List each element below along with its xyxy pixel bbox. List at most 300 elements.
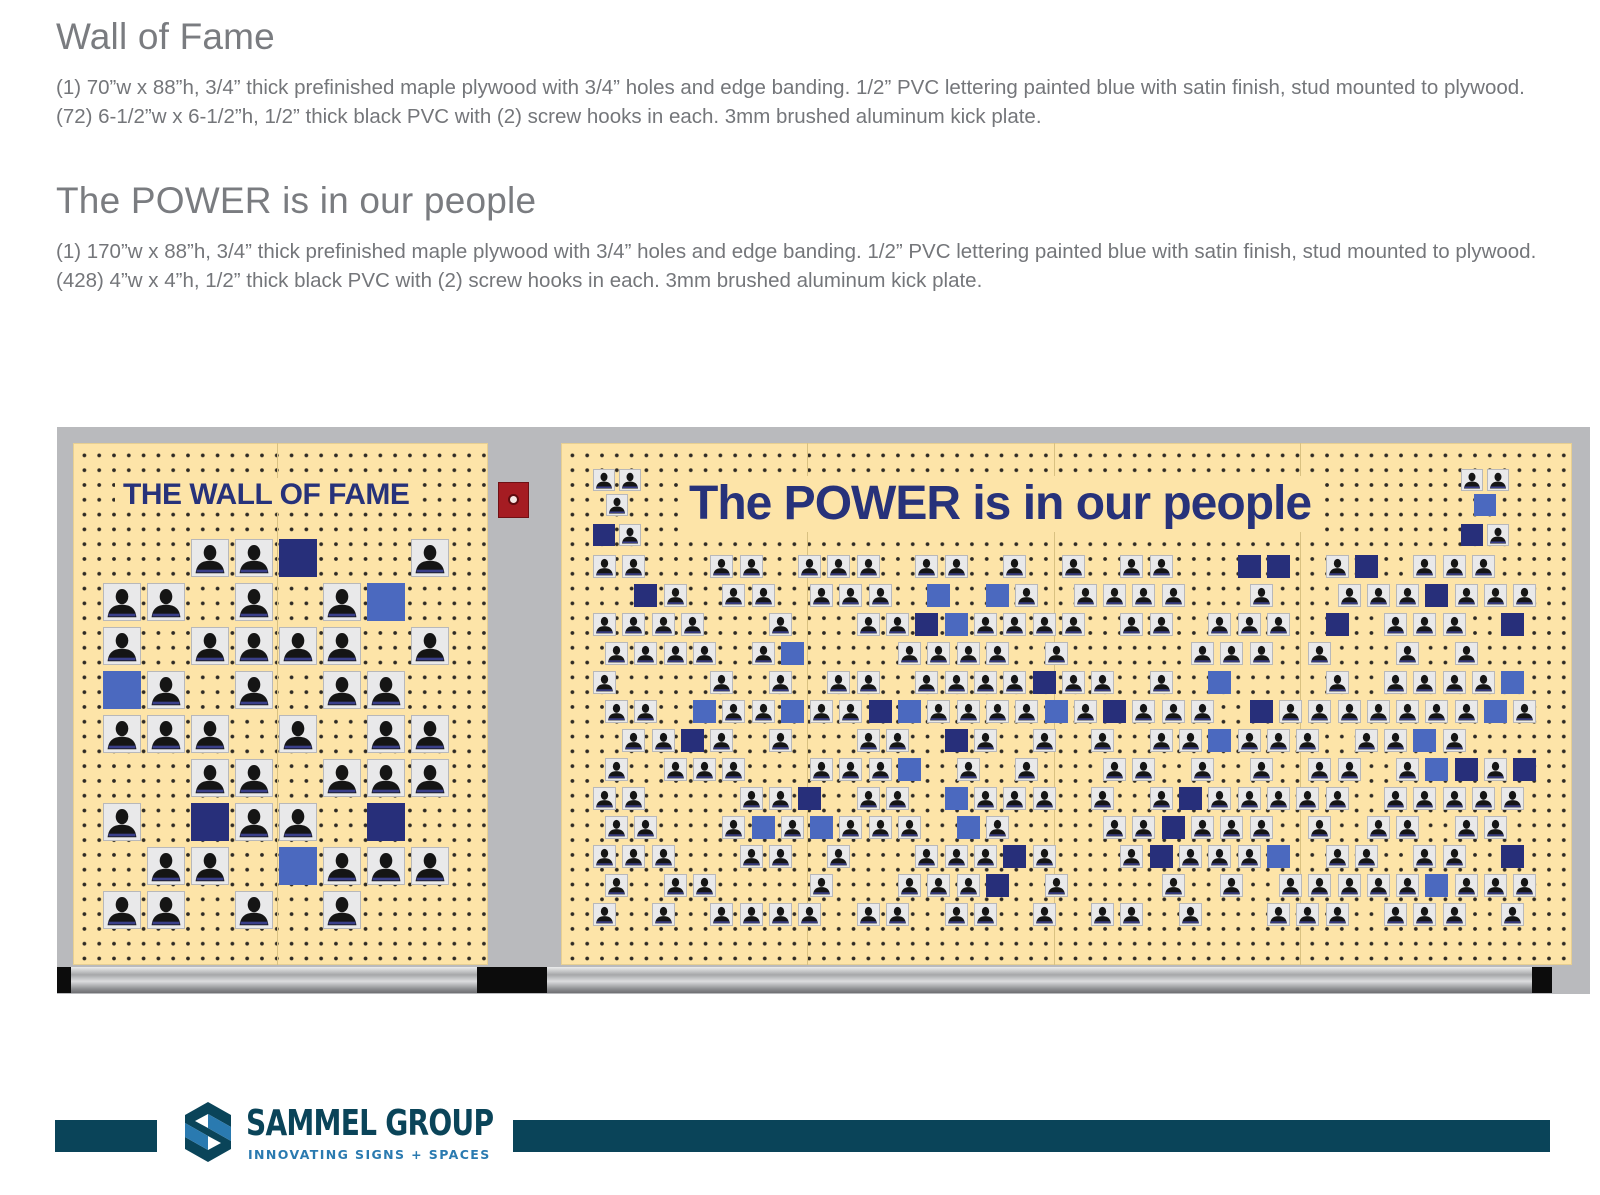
employee-photo-tile bbox=[1484, 584, 1507, 607]
employee-photo-tile bbox=[593, 903, 616, 926]
employee-photo-tile bbox=[1396, 874, 1419, 897]
employee-photo-tile bbox=[1250, 642, 1273, 665]
employee-photo-tile bbox=[191, 627, 229, 665]
employee-photo-tile bbox=[1208, 613, 1231, 636]
employee-photo-tile bbox=[1238, 787, 1261, 810]
light-blue-tile bbox=[957, 816, 980, 839]
employee-photo-tile bbox=[1132, 700, 1155, 723]
employee-photo-tile bbox=[1443, 613, 1466, 636]
employee-photo-tile bbox=[945, 845, 968, 868]
employee-photo-tile bbox=[957, 700, 980, 723]
employee-photo-tile bbox=[1443, 845, 1466, 868]
employee-photo-tile bbox=[886, 729, 909, 752]
employee-photo-tile bbox=[1267, 787, 1290, 810]
employee-photo-tile bbox=[1308, 700, 1331, 723]
employee-photo-tile bbox=[1308, 816, 1331, 839]
employee-photo-tile bbox=[827, 845, 850, 868]
employee-photo-tile bbox=[1179, 903, 1202, 926]
employee-photo-tile bbox=[1326, 555, 1349, 578]
employee-photo-tile bbox=[769, 671, 792, 694]
employee-photo-tile bbox=[1472, 555, 1495, 578]
employee-photo-tile bbox=[1103, 758, 1126, 781]
employee-photo-tile bbox=[839, 584, 862, 607]
employee-photo-tile bbox=[1338, 874, 1361, 897]
employee-photo-tile bbox=[593, 469, 615, 491]
employee-photo-tile bbox=[1033, 845, 1056, 868]
employee-photo-tile bbox=[323, 627, 361, 665]
employee-photo-tile bbox=[235, 759, 273, 797]
dark-blue-tile bbox=[1455, 758, 1478, 781]
employee-photo-tile bbox=[1308, 642, 1331, 665]
employee-photo-tile bbox=[103, 583, 141, 621]
employee-photo-tile bbox=[235, 671, 273, 709]
employee-photo-tile bbox=[593, 845, 616, 868]
dark-blue-tile bbox=[945, 729, 968, 752]
employee-photo-tile bbox=[752, 642, 775, 665]
employee-photo-tile bbox=[1396, 642, 1419, 665]
employee-photo-tile bbox=[1413, 555, 1436, 578]
light-blue-tile bbox=[945, 613, 968, 636]
employee-photo-tile bbox=[191, 759, 229, 797]
employee-photo-tile bbox=[1501, 903, 1524, 926]
dark-blue-tile bbox=[915, 613, 938, 636]
employee-photo-tile bbox=[1308, 758, 1331, 781]
light-blue-tile bbox=[1413, 729, 1436, 752]
fire-alarm-strobe-icon bbox=[498, 482, 529, 518]
employee-photo-tile bbox=[1074, 700, 1097, 723]
employee-photo-tile bbox=[1513, 584, 1536, 607]
employee-photo-tile bbox=[1062, 671, 1085, 694]
employee-photo-tile bbox=[752, 700, 775, 723]
employee-photo-tile bbox=[1338, 700, 1361, 723]
employee-photo-tile bbox=[279, 715, 317, 753]
employee-photo-tile bbox=[411, 715, 449, 753]
employee-photo-tile bbox=[1015, 584, 1038, 607]
light-blue-tile bbox=[781, 642, 804, 665]
footer-bar-left bbox=[55, 1120, 157, 1152]
employee-photo-tile bbox=[1003, 787, 1026, 810]
employee-photo-tile bbox=[1487, 524, 1509, 546]
employee-photo-tile bbox=[839, 700, 862, 723]
employee-photo-tile bbox=[693, 874, 716, 897]
employee-photo-tile bbox=[945, 671, 968, 694]
light-blue-tile bbox=[752, 816, 775, 839]
employee-photo-tile bbox=[1191, 642, 1214, 665]
employee-photo-tile bbox=[781, 816, 804, 839]
employee-photo-tile bbox=[235, 583, 273, 621]
employee-photo-tile bbox=[1179, 729, 1202, 752]
employee-photo-tile bbox=[1355, 845, 1378, 868]
employee-photo-tile bbox=[1120, 613, 1143, 636]
power-people-sign: The POWER is in our people bbox=[681, 476, 1319, 532]
employee-photo-tile bbox=[279, 627, 317, 665]
employee-photo-tile bbox=[974, 903, 997, 926]
employee-photo-tile bbox=[974, 613, 997, 636]
employee-photo-tile bbox=[957, 758, 980, 781]
employee-photo-tile bbox=[869, 758, 892, 781]
employee-photo-tile bbox=[622, 845, 645, 868]
employee-photo-tile bbox=[1279, 700, 1302, 723]
dark-blue-tile bbox=[1238, 555, 1261, 578]
employee-photo-tile bbox=[1103, 584, 1126, 607]
employee-photo-tile bbox=[1015, 700, 1038, 723]
employee-photo-tile bbox=[1150, 787, 1173, 810]
employee-photo-tile bbox=[986, 700, 1009, 723]
employee-photo-tile bbox=[945, 903, 968, 926]
employee-photo-tile bbox=[1132, 758, 1155, 781]
employee-photo-tile bbox=[367, 759, 405, 797]
employee-photo-tile bbox=[664, 758, 687, 781]
employee-photo-tile bbox=[1033, 613, 1056, 636]
employee-photo-tile bbox=[752, 584, 775, 607]
employee-photo-tile bbox=[957, 874, 980, 897]
employee-photo-tile bbox=[605, 874, 628, 897]
employee-photo-tile bbox=[1367, 584, 1390, 607]
employee-photo-tile bbox=[1384, 903, 1407, 926]
light-blue-tile bbox=[1208, 671, 1231, 694]
employee-photo-tile bbox=[693, 758, 716, 781]
section-description-wall-of-fame: (1) 70”w x 88”h, 3/4” thick prefinished maple plywood with 3/4” holes and edge banding. 1/2” PVC lettering painted blue with satin finish, stud mounted to plywood. (72) 6-1/2”w x 6-1/2”h, 1/2” thick black PVC with (2) screw hooks in each. 3mm brushed aluminum kick plate. bbox=[56, 76, 1525, 128]
employee-photo-tile bbox=[886, 903, 909, 926]
employee-photo-tile bbox=[1103, 816, 1126, 839]
employee-photo-tile bbox=[622, 787, 645, 810]
light-blue-tile bbox=[1267, 845, 1290, 868]
kick-plate-gap bbox=[477, 967, 547, 993]
employee-photo-tile bbox=[810, 874, 833, 897]
employee-photo-tile bbox=[1062, 555, 1085, 578]
employee-photo-tile bbox=[857, 903, 880, 926]
employee-photo-tile bbox=[1120, 845, 1143, 868]
employee-photo-tile bbox=[1120, 555, 1143, 578]
employee-photo-tile bbox=[986, 642, 1009, 665]
employee-photo-tile bbox=[593, 787, 616, 810]
employee-photo-tile bbox=[915, 671, 938, 694]
employee-photo-tile bbox=[1132, 584, 1155, 607]
employee-photo-tile bbox=[722, 584, 745, 607]
employee-photo-tile bbox=[1384, 671, 1407, 694]
employee-photo-tile bbox=[664, 584, 687, 607]
employee-photo-tile bbox=[915, 845, 938, 868]
employee-photo-tile bbox=[652, 613, 675, 636]
employee-photo-tile bbox=[769, 787, 792, 810]
employee-photo-tile bbox=[957, 642, 980, 665]
light-blue-tile bbox=[986, 584, 1009, 607]
dark-blue-tile bbox=[1425, 584, 1448, 607]
employee-photo-tile bbox=[1413, 845, 1436, 868]
employee-photo-tile bbox=[147, 671, 185, 709]
employee-photo-tile bbox=[1455, 700, 1478, 723]
employee-photo-tile bbox=[323, 671, 361, 709]
employee-photo-tile bbox=[1120, 903, 1143, 926]
employee-photo-tile bbox=[1455, 816, 1478, 839]
employee-photo-tile bbox=[1091, 787, 1114, 810]
employee-photo-tile bbox=[103, 627, 141, 665]
dark-blue-tile bbox=[1162, 816, 1185, 839]
employee-photo-tile bbox=[1443, 903, 1466, 926]
employee-photo-tile bbox=[898, 874, 921, 897]
wall-of-fame-sign: THE WALL OF FAME bbox=[115, 478, 417, 512]
employee-photo-tile bbox=[1396, 700, 1419, 723]
employee-photo-tile bbox=[664, 874, 687, 897]
employee-photo-tile bbox=[605, 642, 628, 665]
dark-blue-tile bbox=[1103, 700, 1126, 723]
employee-photo-tile bbox=[411, 627, 449, 665]
employee-photo-tile bbox=[593, 555, 616, 578]
employee-photo-tile bbox=[191, 847, 229, 885]
light-blue-tile bbox=[1484, 700, 1507, 723]
employee-photo-tile bbox=[810, 758, 833, 781]
employee-photo-tile bbox=[839, 816, 862, 839]
employee-photo-tile bbox=[235, 539, 273, 577]
section-description-power-wall: (1) 170”w x 88”h, 3/4” thick prefinished maple plywood with 3/4” holes and edge banding. 1/2” PVC lettering painted blue with satin finish, stud mounted to plywood. (428) 4”w x 4”h, 1/2” thick black PVC with (2) screw hooks in each. 3mm brushed aluminum kick plate. bbox=[56, 240, 1537, 292]
employee-photo-tile bbox=[1425, 700, 1448, 723]
employee-photo-tile bbox=[869, 584, 892, 607]
employee-photo-tile bbox=[367, 847, 405, 885]
light-blue-tile bbox=[898, 758, 921, 781]
employee-photo-tile bbox=[622, 555, 645, 578]
dark-blue-tile bbox=[869, 700, 892, 723]
employee-photo-tile bbox=[411, 539, 449, 577]
light-blue-tile bbox=[781, 700, 804, 723]
employee-photo-tile bbox=[1487, 469, 1509, 491]
employee-photo-tile bbox=[103, 803, 141, 841]
dark-blue-tile bbox=[1150, 845, 1173, 868]
dark-blue-tile bbox=[1250, 700, 1273, 723]
employee-photo-tile bbox=[1455, 584, 1478, 607]
dark-blue-tile bbox=[191, 803, 229, 841]
employee-photo-tile bbox=[974, 729, 997, 752]
light-blue-tile bbox=[279, 847, 317, 885]
employee-photo-tile bbox=[147, 583, 185, 621]
light-blue-tile bbox=[1425, 874, 1448, 897]
employee-photo-tile bbox=[857, 613, 880, 636]
employee-photo-tile bbox=[898, 816, 921, 839]
employee-photo-tile bbox=[147, 715, 185, 753]
wall-rendering bbox=[57, 427, 1590, 994]
employee-photo-tile bbox=[1443, 787, 1466, 810]
employee-photo-tile bbox=[411, 847, 449, 885]
employee-photo-tile bbox=[722, 816, 745, 839]
dark-blue-tile bbox=[986, 874, 1009, 897]
employee-photo-tile bbox=[103, 891, 141, 929]
employee-photo-tile bbox=[235, 803, 273, 841]
employee-photo-tile bbox=[1033, 903, 1056, 926]
employee-photo-tile bbox=[323, 847, 361, 885]
employee-photo-tile bbox=[974, 671, 997, 694]
kick-plate-gap bbox=[1532, 967, 1552, 993]
employee-photo-tile bbox=[927, 700, 950, 723]
employee-photo-tile bbox=[798, 555, 821, 578]
dark-blue-tile bbox=[1267, 555, 1290, 578]
employee-photo-tile bbox=[1396, 816, 1419, 839]
employee-photo-tile bbox=[1484, 758, 1507, 781]
employee-photo-tile bbox=[1045, 642, 1068, 665]
employee-photo-tile bbox=[986, 816, 1009, 839]
employee-photo-tile bbox=[1308, 874, 1331, 897]
employee-photo-tile bbox=[681, 613, 704, 636]
employee-photo-tile bbox=[1367, 700, 1390, 723]
dark-blue-tile bbox=[1003, 845, 1026, 868]
section-title-wall-of-fame: Wall of Fame bbox=[56, 16, 275, 57]
employee-photo-tile bbox=[740, 555, 763, 578]
light-blue-tile bbox=[810, 816, 833, 839]
employee-photo-tile bbox=[869, 816, 892, 839]
employee-photo-tile bbox=[769, 903, 792, 926]
employee-photo-tile bbox=[1326, 845, 1349, 868]
employee-photo-tile bbox=[974, 845, 997, 868]
employee-photo-tile bbox=[1296, 787, 1319, 810]
employee-photo-tile bbox=[1003, 613, 1026, 636]
employee-photo-tile bbox=[1162, 584, 1185, 607]
dark-blue-tile bbox=[681, 729, 704, 752]
employee-photo-tile bbox=[1220, 874, 1243, 897]
employee-photo-tile bbox=[857, 729, 880, 752]
employee-photo-tile bbox=[1413, 671, 1436, 694]
employee-photo-tile bbox=[606, 494, 628, 516]
dark-blue-tile bbox=[1326, 613, 1349, 636]
employee-photo-tile bbox=[1338, 758, 1361, 781]
light-blue-tile bbox=[1474, 494, 1496, 516]
employee-photo-tile bbox=[1472, 671, 1495, 694]
employee-photo-tile bbox=[1338, 584, 1361, 607]
employee-photo-tile bbox=[1413, 787, 1436, 810]
employee-photo-tile bbox=[1267, 903, 1290, 926]
employee-photo-tile bbox=[593, 613, 616, 636]
employee-photo-tile bbox=[652, 845, 675, 868]
employee-photo-tile bbox=[798, 903, 821, 926]
employee-photo-tile bbox=[1413, 613, 1436, 636]
employee-photo-tile bbox=[1384, 729, 1407, 752]
employee-photo-tile bbox=[1296, 903, 1319, 926]
employee-photo-tile bbox=[367, 671, 405, 709]
dark-blue-tile bbox=[1501, 845, 1524, 868]
employee-photo-tile bbox=[1443, 671, 1466, 694]
employee-photo-tile bbox=[810, 700, 833, 723]
light-blue-tile bbox=[1425, 758, 1448, 781]
employee-photo-tile bbox=[1413, 903, 1436, 926]
employee-photo-tile bbox=[605, 700, 628, 723]
employee-photo-tile bbox=[1220, 642, 1243, 665]
employee-photo-tile bbox=[605, 816, 628, 839]
employee-photo-tile bbox=[1150, 729, 1173, 752]
employee-photo-tile bbox=[974, 787, 997, 810]
employee-photo-tile bbox=[710, 555, 733, 578]
employee-photo-tile bbox=[1367, 874, 1390, 897]
employee-photo-tile bbox=[1443, 555, 1466, 578]
employee-photo-tile bbox=[857, 787, 880, 810]
employee-photo-tile bbox=[1461, 469, 1483, 491]
employee-photo-tile bbox=[722, 700, 745, 723]
employee-photo-tile bbox=[1484, 874, 1507, 897]
employee-photo-tile bbox=[1162, 700, 1185, 723]
employee-photo-tile bbox=[1326, 671, 1349, 694]
employee-photo-tile bbox=[235, 891, 273, 929]
employee-photo-tile bbox=[147, 891, 185, 929]
employee-photo-tile bbox=[1455, 874, 1478, 897]
employee-photo-tile bbox=[1091, 671, 1114, 694]
employee-photo-tile bbox=[323, 583, 361, 621]
light-blue-tile bbox=[898, 700, 921, 723]
section-title-power-wall: The POWER is in our people bbox=[56, 180, 537, 221]
employee-photo-tile bbox=[367, 715, 405, 753]
dark-blue-tile bbox=[279, 539, 317, 577]
employee-photo-tile bbox=[652, 729, 675, 752]
sammel-s-logo-icon bbox=[183, 1100, 233, 1164]
employee-photo-tile bbox=[593, 671, 616, 694]
employee-photo-tile bbox=[1250, 816, 1273, 839]
employee-photo-tile bbox=[323, 759, 361, 797]
employee-photo-tile bbox=[1250, 584, 1273, 607]
employee-photo-tile bbox=[1062, 613, 1085, 636]
employee-photo-tile bbox=[722, 758, 745, 781]
employee-photo-tile bbox=[693, 642, 716, 665]
wall-of-fame-board bbox=[73, 443, 488, 965]
employee-photo-tile bbox=[1132, 816, 1155, 839]
employee-photo-tile bbox=[1179, 845, 1202, 868]
kick-plate-gap bbox=[57, 967, 71, 993]
employee-photo-tile bbox=[634, 700, 657, 723]
employee-photo-tile bbox=[1074, 584, 1097, 607]
employee-photo-tile bbox=[1472, 787, 1495, 810]
employee-photo-tile bbox=[1513, 874, 1536, 897]
light-blue-tile bbox=[693, 700, 716, 723]
employee-photo-tile bbox=[769, 729, 792, 752]
employee-photo-tile bbox=[1220, 816, 1243, 839]
light-blue-tile bbox=[927, 584, 950, 607]
dark-blue-tile bbox=[798, 787, 821, 810]
employee-photo-tile bbox=[622, 613, 645, 636]
footer-bar-right bbox=[513, 1120, 1550, 1152]
employee-photo-tile bbox=[235, 627, 273, 665]
dark-blue-tile bbox=[1461, 524, 1483, 546]
employee-photo-tile bbox=[147, 847, 185, 885]
employee-photo-tile bbox=[740, 903, 763, 926]
employee-photo-tile bbox=[1250, 758, 1273, 781]
employee-photo-tile bbox=[827, 555, 850, 578]
employee-photo-tile bbox=[710, 729, 733, 752]
employee-photo-tile bbox=[1091, 729, 1114, 752]
dark-blue-tile bbox=[593, 524, 615, 546]
employee-photo-tile bbox=[1033, 787, 1056, 810]
employee-photo-tile bbox=[605, 758, 628, 781]
employee-photo-tile bbox=[1150, 555, 1173, 578]
employee-photo-tile bbox=[1238, 845, 1261, 868]
employee-photo-tile bbox=[769, 845, 792, 868]
employee-photo-tile bbox=[886, 613, 909, 636]
employee-photo-tile bbox=[634, 642, 657, 665]
dark-blue-tile bbox=[634, 584, 657, 607]
light-blue-tile bbox=[1045, 700, 1068, 723]
light-blue-tile bbox=[1208, 729, 1231, 752]
dark-blue-tile bbox=[1513, 758, 1536, 781]
dark-blue-tile bbox=[1179, 787, 1202, 810]
employee-photo-tile bbox=[1150, 613, 1173, 636]
employee-photo-tile bbox=[857, 671, 880, 694]
employee-photo-tile bbox=[622, 729, 645, 752]
power-people-board bbox=[561, 443, 1572, 965]
employee-photo-tile bbox=[740, 845, 763, 868]
alarm-lens bbox=[508, 494, 519, 505]
employee-photo-tile bbox=[1003, 555, 1026, 578]
employee-photo-tile bbox=[1191, 758, 1214, 781]
employee-photo-tile bbox=[1003, 671, 1026, 694]
employee-photo-tile bbox=[1191, 700, 1214, 723]
employee-photo-tile bbox=[1150, 671, 1173, 694]
employee-photo-tile bbox=[710, 903, 733, 926]
dark-blue-tile bbox=[1033, 671, 1056, 694]
employee-photo-tile bbox=[619, 524, 641, 546]
employee-photo-tile bbox=[810, 584, 833, 607]
